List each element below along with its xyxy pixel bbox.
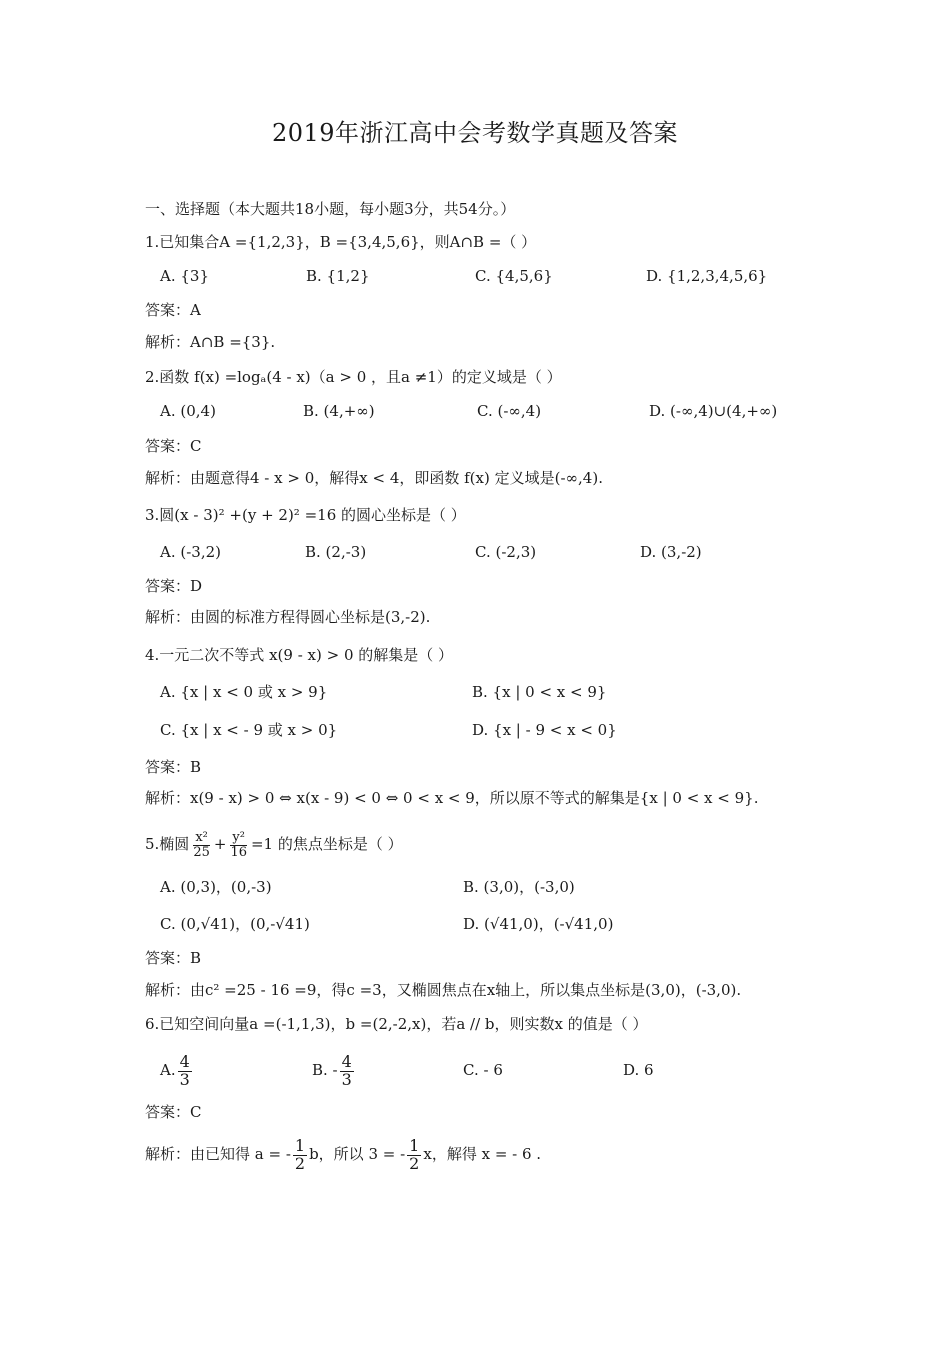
q6-analysis-fraction-2 <box>407 1135 421 1173</box>
q1-option-c: C. {4,5,6} <box>475 267 553 285</box>
q6-analysis-suffix: x，解得 x = - 6 . <box>423 1145 542 1163</box>
q5-plus: + <box>213 835 227 853</box>
q5-option-a: A. (0,3)，(0,-3) <box>160 878 272 896</box>
q2-option-a: A. (0,4) <box>160 402 216 420</box>
q1-option-a: A. {3} <box>160 267 209 285</box>
q3-option-a: A. (-3,2) <box>160 543 221 561</box>
q5-option-b: B. (3,0)，(-3,0) <box>463 878 575 896</box>
q4-option-b: B. {x | 0 < x < 9} <box>472 683 607 701</box>
q6-answer: 答案：C <box>145 1103 202 1121</box>
q5-fraction-x <box>191 831 212 859</box>
q1-option-b: B. {1,2} <box>306 267 370 285</box>
q6-option-b-fraction <box>340 1051 354 1089</box>
q5-frac2-den: 16 <box>230 844 247 860</box>
q2-analysis: 解析：由题意得4 - x > 0，解得x < 4，即函数 f(x) 定义域是(-∞,4). <box>145 469 603 487</box>
q6-an-den1: 2 <box>294 1153 306 1173</box>
q6-stem: 6.已知空间向量a =(-1,1,3)，b =(2,-2,x)，若a // b，则实数x 的值是（ ） <box>145 1015 648 1033</box>
q2-option-d: D. (-∞,4)∪(4,+∞) <box>649 402 778 420</box>
q1-analysis: 解析：A∩B ={3}. <box>145 333 276 351</box>
section-heading: 一、选择题（本大题共18小题，每小题3分，共54分。） <box>145 200 516 218</box>
q1-stem: 1.已知集合A ={1,2,3}，B ={3,4,5,6}，则A∩B =（ ） <box>145 233 537 251</box>
q5-analysis: 解析：由c² =25 - 16 =9，得c =3，又椭圆焦点在x轴上，所以集点坐标是(3,0)，(-3,0). <box>145 981 742 999</box>
q1-option-d: D. {1,2,3,4,5,6} <box>646 267 768 285</box>
q5-frac1-den: 25 <box>193 844 210 860</box>
q6-an-num1: 1 <box>294 1135 306 1155</box>
q6-analysis <box>145 1132 541 1176</box>
q6-an-den2: 2 <box>409 1153 420 1173</box>
q2-option-b: B. (4,+∞) <box>303 402 375 420</box>
page-title: 2019年浙江高中会考数学真题及答案 <box>271 119 679 147</box>
q3-option-c: C. (-2,3) <box>475 543 537 561</box>
q5-frac2-num: y² <box>232 829 245 845</box>
q2-answer: 答案：C <box>145 437 202 455</box>
q4-stem: 4.一元二次不等式 x(9 - x) > 0 的解集是（ ） <box>145 646 454 664</box>
q5-stem-prefix: 5.椭圆 <box>145 835 190 853</box>
q3-option-b: B. (2,-3) <box>305 543 367 561</box>
q6-option-d: D. 6 <box>623 1061 654 1079</box>
q3-stem: 3.圆(x - 3)² +(y + 2)² =16 的圆心坐标是（ ） <box>145 506 466 524</box>
q3-analysis: 解析：由圆的标准方程得圆心坐标是(3,-2). <box>145 608 431 626</box>
q6-a-den: 3 <box>179 1069 190 1089</box>
q2-option-c: C. (-∞,4) <box>477 402 542 420</box>
q4-analysis: 解析：x(9 - x) > 0 ⇔ x(x - 9) < 0 ⇔ 0 < x < 9，所以原不等式的解集是{x | 0 < x < 9}. <box>145 789 759 807</box>
q6-option-a-label: A. <box>160 1061 176 1079</box>
q6-option-a-fraction <box>178 1051 192 1089</box>
q5-fraction-y <box>228 831 249 859</box>
q1-answer: 答案：A <box>145 301 201 319</box>
q4-option-d: D. {x | - 9 < x < 0} <box>472 721 617 739</box>
q5-option-c: C. (0,√41)，(0,-√41) <box>160 915 310 933</box>
q4-option-c: C. {x | x < - 9 或 x > 0} <box>160 721 338 739</box>
q6-an-num2: 1 <box>409 1135 420 1155</box>
q2-stem: 2.函数 f(x) =logₐ(4 - x)（a > 0 ，且a ≠1）的定义域是（ ） <box>145 368 562 386</box>
q5-option-d: D. (√41,0)，(-√41,0) <box>463 915 614 933</box>
q6-option-b-label: B. - <box>312 1061 338 1079</box>
q5-stem <box>145 822 403 866</box>
q6-analysis-prefix: 解析：由已知得 a = - <box>145 1145 291 1163</box>
q4-answer: 答案：B <box>145 758 202 776</box>
q6-option-a <box>160 1048 194 1092</box>
q6-analysis-mid: b，所以 3 = - <box>309 1145 406 1163</box>
q5-answer: 答案：B <box>145 949 202 967</box>
q6-b-den: 3 <box>341 1069 352 1089</box>
q6-b-num: 4 <box>341 1051 352 1071</box>
q6-option-b <box>312 1048 356 1092</box>
q4-option-a: A. {x | x < 0 或 x > 9} <box>160 683 328 701</box>
q5-stem-suffix: =1 的焦点坐标是（ ） <box>250 835 403 853</box>
q6-option-c: C. - 6 <box>463 1061 503 1079</box>
q3-answer: 答案：D <box>145 577 203 595</box>
q5-frac1-num: x² <box>195 829 208 845</box>
q6-analysis-fraction-1 <box>293 1135 307 1173</box>
q3-option-d: D. (3,-2) <box>640 543 702 561</box>
q6-a-num: 4 <box>179 1051 190 1071</box>
